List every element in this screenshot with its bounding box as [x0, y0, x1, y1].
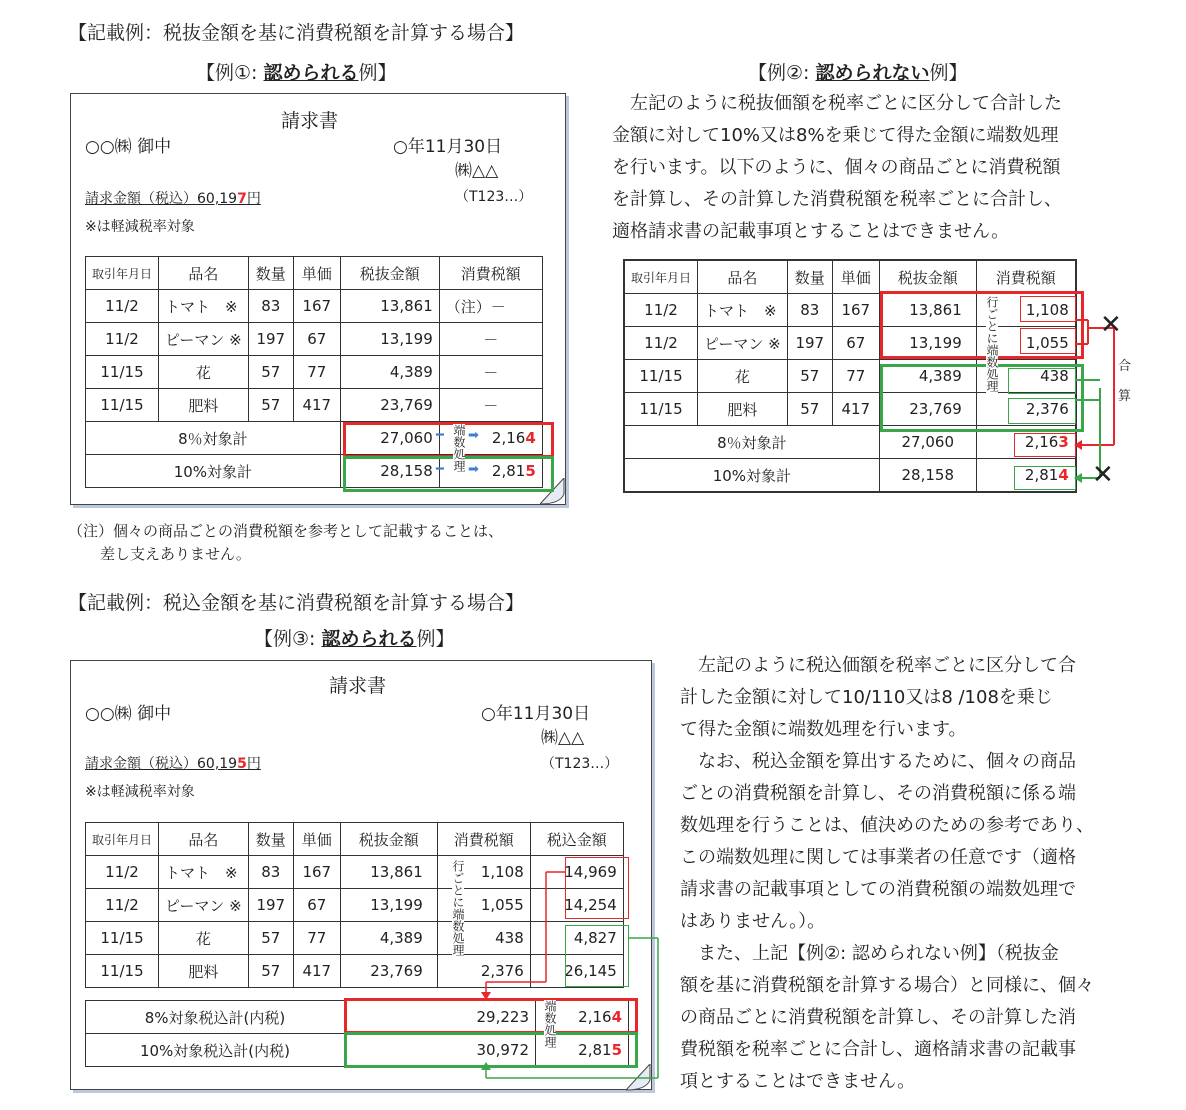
cell: 197: [248, 323, 293, 356]
example3-prefix: 【例③:: [254, 628, 322, 650]
example2-strong: 認められない: [815, 62, 930, 84]
para-line: ごとの消費税額を計算し、その消費税額に係る端: [680, 783, 1076, 804]
arrow-icon: ━: [436, 462, 444, 477]
invoice3-amount: [85, 753, 261, 773]
table2-tax-box: [1008, 368, 1076, 394]
cell: （注）－: [439, 290, 542, 323]
example2-label: [748, 58, 968, 85]
cell: 2,376: [976, 393, 1076, 426]
total8-amount: 27,060: [340, 422, 439, 455]
table-header-row: [624, 260, 1076, 294]
cross-icon: ✕: [1100, 310, 1122, 340]
para-line: また、上記【例②: 認められない例】（税抜金: [680, 943, 1059, 964]
header-date: 取引年月日: [624, 260, 698, 294]
cell: 11/2: [624, 294, 698, 327]
table-row: [86, 389, 543, 422]
invoice1-registration: （T123…）: [455, 189, 533, 205]
cell: 肥料: [698, 393, 788, 426]
cell: 11/15: [86, 356, 159, 389]
cell: 77: [293, 922, 340, 955]
header-qty: 数量: [248, 823, 293, 856]
cell: 57: [787, 360, 832, 393]
invoice3-issuer: ㈱△△: [541, 728, 585, 748]
cell: 13,861: [879, 294, 976, 327]
cell: 83: [248, 290, 293, 323]
total10-label: 10%対象計: [86, 455, 341, 488]
total8-tax-pre: 2,16: [491, 429, 526, 447]
para-line: なお、税込金額を算出するために、個々の商品: [680, 751, 1076, 772]
invoice1-amount-pre: 請求金額（税込）60,19: [85, 191, 238, 207]
invoice1-amount: [85, 188, 261, 208]
para-line: 項とすることはできません。: [680, 1071, 916, 1092]
invoice1-total8-highlight: [343, 422, 554, 458]
cell: 167: [293, 290, 340, 323]
para-line: 計した金額に対して10/110又は8 /108を乗じ: [680, 687, 1053, 708]
heading-tax-included: 【記載例：税込金額を基に消費税額を計算する場合】: [68, 592, 525, 614]
example2-paragraph: [612, 88, 1142, 248]
para-line: 費税額を税率ごとに合計し、適格請求書の記載事: [680, 1039, 1076, 1060]
footnote-line2: 差し支えありません。: [100, 545, 251, 563]
total10-tax-pre: 2,81: [578, 1041, 612, 1059]
cell: 23,769: [340, 955, 437, 988]
invoice1-amount-digit: 7: [237, 191, 247, 207]
invoice1-title: 請求書: [281, 110, 339, 132]
para-line: 数処理を行うことは、値決めのための参考であり、: [680, 815, 1094, 836]
cell: 167: [832, 294, 879, 327]
invoice3-amount-pre: 請求金額（税込）60,19: [85, 756, 238, 772]
total10-label: 10%対象計: [624, 459, 879, 493]
cell: トマト ※: [159, 290, 249, 323]
arrow-icon: ➡: [468, 462, 479, 477]
para-line: 額を基に消費税額を計算する場合）と同様に、個々: [680, 975, 1094, 996]
cell: ピーマン ※: [698, 327, 788, 360]
invoice3-row-rounding-label: 行ごとに端数処理: [452, 860, 464, 978]
invoice3-title: 請求書: [329, 675, 387, 697]
header-qty: 数量: [248, 257, 293, 290]
example3-strong: 認められる: [321, 628, 417, 650]
cell: 11/15: [86, 389, 159, 422]
para-line: 請求書の記載事項としての消費税額の端数処理で: [680, 879, 1076, 900]
arrow-icon: ━: [436, 428, 444, 443]
cell: トマト ※: [159, 856, 249, 889]
total8-amount: 27,060: [879, 426, 976, 459]
cell: 13,199: [340, 323, 439, 356]
cell: 83: [248, 856, 293, 889]
cell: 197: [248, 889, 293, 922]
header-price: 単価: [293, 257, 340, 290]
table-header-row: [86, 823, 624, 856]
cross-icon: ✕: [1092, 460, 1114, 490]
cell: 438: [976, 360, 1076, 393]
header-item: 品名: [698, 260, 788, 294]
total10-amount: 28,158: [340, 455, 439, 488]
cell: 花: [698, 360, 788, 393]
header-qty: 数量: [787, 260, 832, 294]
total10-label: 10%対象税込計(内税): [86, 1034, 345, 1067]
total8-amount: 29,223: [345, 1001, 536, 1034]
cell: －: [439, 356, 542, 389]
cell: 67: [832, 327, 879, 360]
invoice3-sum-arrows: [480, 870, 670, 1082]
para-line: 左記のように税込価額を税率ごとに区分して合: [680, 655, 1076, 676]
header-tax: 消費税額: [437, 823, 530, 856]
cell: 83: [787, 294, 832, 327]
header-item: 品名: [159, 257, 249, 290]
cell: 4,389: [879, 360, 976, 393]
total8-tax-pre: 2,16: [578, 1008, 612, 1026]
total8-label: 8％対象計: [86, 422, 341, 455]
header-tax: 消費税額: [976, 260, 1076, 294]
table-header-row: [86, 257, 543, 290]
total10-tax-pre: 2,81: [1024, 466, 1059, 484]
header-price: 単価: [832, 260, 879, 294]
header-excl: 税抜金額: [340, 257, 439, 290]
header-tax: 消費税額: [439, 257, 542, 290]
header-excl: 税抜金額: [879, 260, 976, 294]
header-incl: 税込金額: [530, 823, 623, 856]
total10-tax-digit: 4: [1058, 466, 1069, 484]
cell: 26,145: [530, 955, 623, 988]
invoice1-note: ※は軽減税率対象: [85, 219, 195, 235]
cell: 57: [248, 955, 293, 988]
cell: 67: [293, 889, 340, 922]
cell: 23,769: [879, 393, 976, 426]
cell: 11/15: [86, 955, 159, 988]
invoice3-date: ○年11月30日: [481, 704, 591, 724]
cell: 11/2: [624, 327, 698, 360]
cell: ピーマン ※: [159, 889, 249, 922]
example3-label: [254, 624, 455, 651]
invoice1-date: ○年11月30日: [393, 137, 503, 157]
cell: 13,199: [879, 327, 976, 360]
cell: 1,055: [437, 889, 530, 922]
cell: 13,861: [340, 290, 439, 323]
invoice1-issuer: ㈱△△: [455, 161, 499, 181]
para-line: の商品ごとに消費税額を計算し、その計算した消: [680, 1007, 1076, 1028]
example1-suffix: 例】: [358, 62, 397, 84]
total8-tax-digit: 3: [1058, 433, 1069, 451]
total10-tax-digit: 5: [611, 1041, 622, 1059]
total10-tax-pre: 2,81: [491, 462, 526, 480]
table2-total10-box: [1014, 466, 1076, 490]
table2-sum-label: 合算: [1118, 352, 1132, 412]
invoice1-total10-highlight: [343, 456, 554, 492]
invoice1-recipient: ○○㈱ 御中: [85, 137, 172, 157]
cell: 57: [248, 356, 293, 389]
cell: ピーマン ※: [159, 323, 249, 356]
cell: 57: [248, 389, 293, 422]
total10-amount: 30,972: [345, 1034, 536, 1067]
cell: 14,254: [530, 889, 623, 922]
para-line: を計算し、その計算した消費税額を税率ごとに合計し、: [612, 189, 1062, 210]
cell: 肥料: [159, 955, 249, 988]
total10-row: [624, 459, 1076, 493]
cell: 13,199: [340, 889, 437, 922]
header-item: 品名: [159, 823, 249, 856]
invoice1-amount-post: 円: [246, 191, 261, 207]
example1-label: [196, 58, 397, 85]
cell: 77: [293, 356, 340, 389]
cell: 肥料: [159, 389, 249, 422]
example2-prefix: 【例②:: [748, 62, 816, 84]
cell: 11/2: [86, 290, 159, 323]
table2-tax-box: [1020, 296, 1076, 322]
para-line: 適格請求書の記載事項とすることはできません。: [612, 221, 1010, 242]
example3-suffix: 例】: [416, 628, 455, 650]
cell: 4,389: [340, 356, 439, 389]
cell: 23,769: [340, 389, 439, 422]
header-date: 取引年月日: [86, 257, 159, 290]
heading-tax-excluded: 【記載例：税抜金額を基に消費税額を計算する場合】: [68, 22, 525, 44]
para-line: この端数処理に関しては事業者の任意です（適格: [680, 847, 1076, 868]
cell: 197: [787, 327, 832, 360]
cell: 11/15: [624, 393, 698, 426]
cell: 417: [293, 955, 340, 988]
invoice3-note: ※は軽減税率対象: [85, 784, 195, 800]
table-row: [86, 290, 543, 323]
total8-tax-digit: 4: [525, 429, 536, 447]
arrow-icon: ➡: [468, 428, 479, 443]
cell: 11/15: [624, 360, 698, 393]
cell: 13,861: [340, 856, 437, 889]
invoice1-rounding-label: 端数処理: [453, 424, 465, 484]
cell: 417: [293, 389, 340, 422]
cell: 1,055: [976, 327, 1076, 360]
table2-tax-box: [1020, 328, 1076, 354]
invoice3-total-rounding-label: 端数処理: [544, 1000, 556, 1062]
example1-prefix: 【例①:: [196, 62, 264, 84]
cell: 4,827: [530, 922, 623, 955]
example3-paragraph: [680, 650, 1150, 1098]
example1-strong: 認められる: [263, 62, 359, 84]
para-line: 金額に対して10%又は8%を乗じて得た金額に端数処理: [612, 125, 1059, 146]
cell: 14,969: [530, 856, 623, 889]
cell: 57: [787, 393, 832, 426]
header-date: 取引年月日: [86, 823, 159, 856]
table2-tax-box: [1008, 398, 1076, 424]
total8-label: 8%対象税込計(内税): [86, 1001, 345, 1034]
total8-tax-digit: 4: [611, 1008, 622, 1026]
example2-suffix: 例】: [929, 62, 968, 84]
cell: 11/2: [86, 856, 159, 889]
para-line: はありません。）。: [680, 911, 826, 932]
cell: －: [439, 389, 542, 422]
table2-rounding-label: 行ごとに端数処理: [986, 296, 998, 416]
table-row: [86, 356, 543, 389]
cell: 1,108: [976, 294, 1076, 327]
para-line: 左記のように税抜価額を税率ごとに区分して合計した: [630, 93, 1062, 114]
cell: 花: [159, 356, 249, 389]
table-row: [86, 323, 543, 356]
cell: 167: [293, 856, 340, 889]
cell: トマト ※: [698, 294, 788, 327]
header-price: 単価: [293, 823, 340, 856]
cell: 2,376: [437, 955, 530, 988]
invoice3-recipient: ○○㈱ 御中: [85, 704, 172, 724]
total10-tax-digit: 5: [525, 462, 536, 480]
header-excl: 税抜金額: [340, 823, 437, 856]
cell: 438: [437, 922, 530, 955]
footnote-line1: （注）個々の商品ごとの消費税額を参考として記載することは、: [68, 522, 504, 540]
cell: 57: [248, 922, 293, 955]
cell: 11/2: [86, 323, 159, 356]
cell: 67: [293, 323, 340, 356]
total8-label: 8％対象計: [624, 426, 879, 459]
cell: 77: [832, 360, 879, 393]
cell: 417: [832, 393, 879, 426]
cell: 11/2: [86, 889, 159, 922]
invoice3-registration: （T123…）: [541, 756, 619, 772]
table2-total8-box: [1014, 433, 1076, 457]
invoice3-amount-post: 円: [246, 756, 261, 772]
invoice3-amount-digit: 5: [237, 756, 247, 772]
cell: －: [439, 323, 542, 356]
total8-tax-pre: 2,16: [1024, 433, 1059, 451]
cell: 11/15: [86, 922, 159, 955]
para-line: を行います。以下のように、個々の商品ごとに消費税額: [612, 157, 1061, 178]
cell: 1,108: [437, 856, 530, 889]
total10-amount: 28,158: [879, 459, 976, 493]
para-line: て得た金額に端数処理を行います。: [680, 719, 967, 740]
cell: 4,389: [340, 922, 437, 955]
cell: 花: [159, 922, 249, 955]
